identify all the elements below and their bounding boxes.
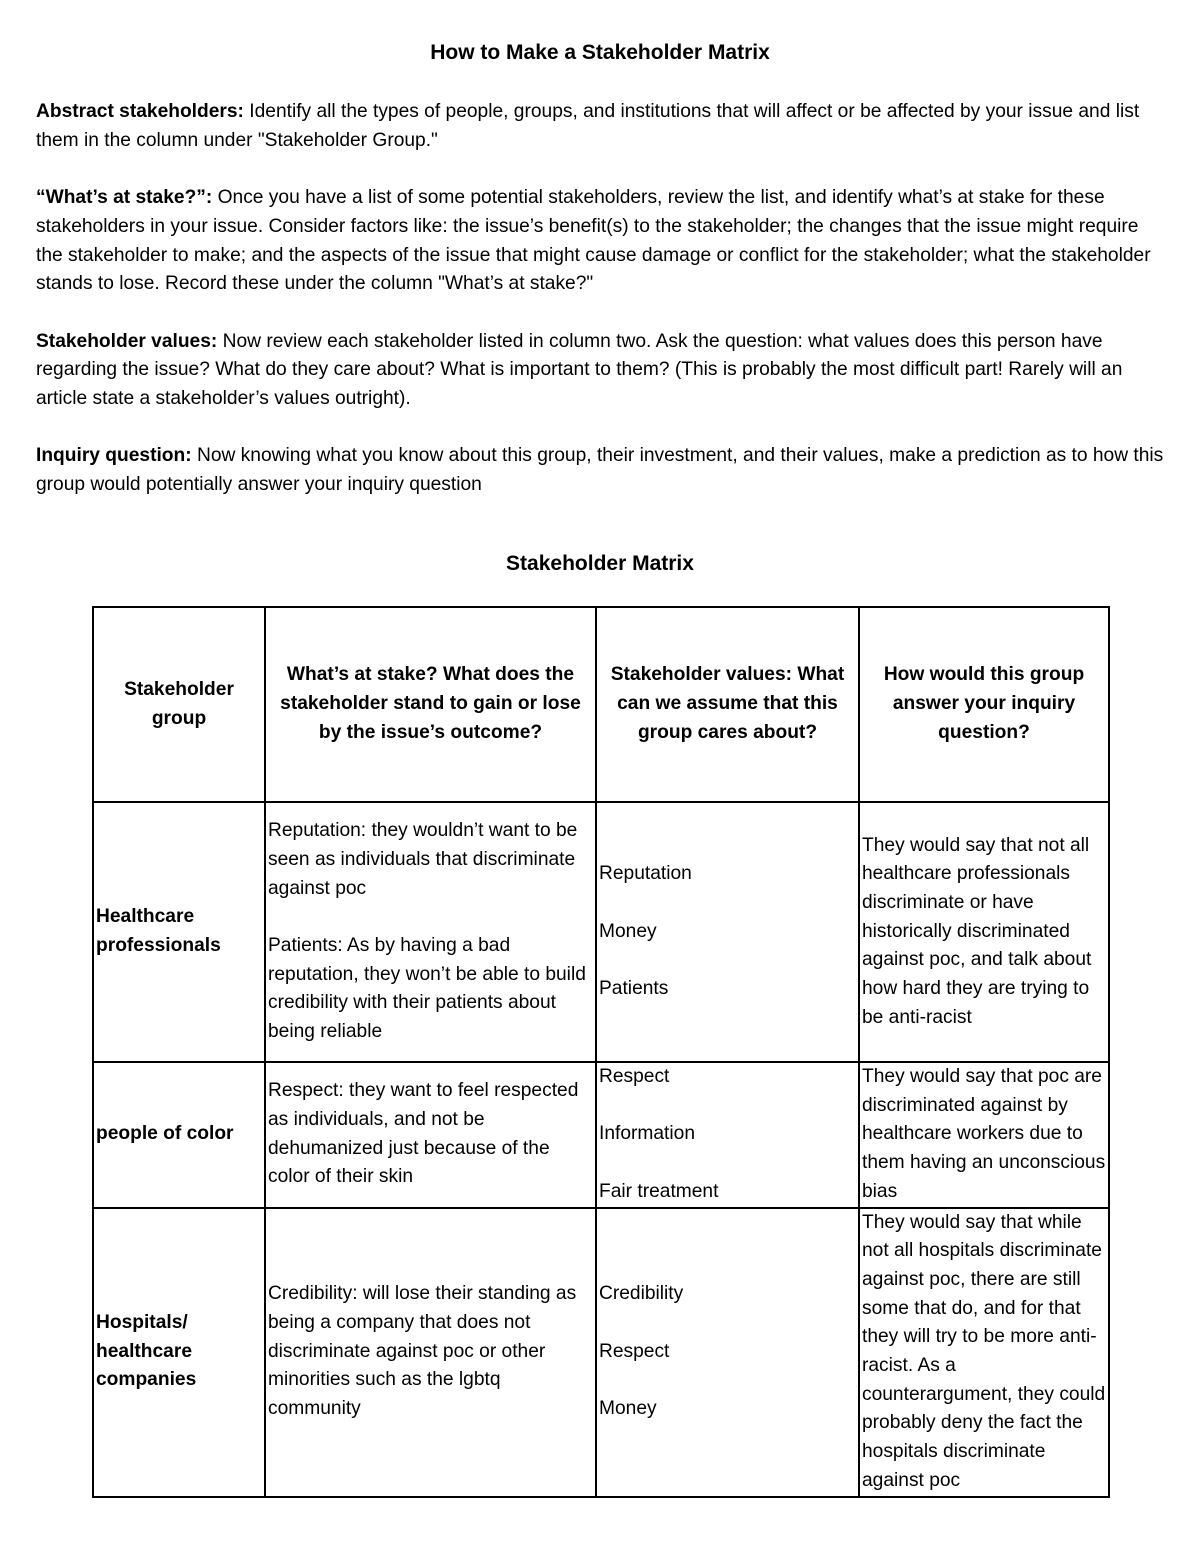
instruction-term: Inquiry question: (36, 445, 192, 467)
table-header-row (93, 607, 1109, 802)
value-item: Reputation (599, 863, 692, 885)
table-row (93, 1062, 1109, 1208)
instructions-section (36, 98, 1164, 528)
cell-stake (265, 802, 596, 1062)
cell-answer: They would say that not all healthcare professionals discriminate or have historically discriminated against poc, and talk about how hard they are trying to be anti-racist (859, 802, 1109, 1062)
cell-group: people of color (93, 1062, 265, 1208)
instruction-abstract-stakeholders (36, 98, 1164, 155)
header-whats-at-stake: What’s at stake? What does the stakeholder stand to gain or lose by the issue’s outcome? (265, 607, 596, 802)
cell-group: Hospitals/ healthcare companies (93, 1208, 265, 1497)
instruction-text: Now knowing what you know about this group, their investment, and their values, make a prediction as to how this group would potentially answer your inquiry question (36, 445, 1164, 496)
table-row (93, 1208, 1109, 1497)
document-title: How to Make a Stakeholder Matrix (430, 41, 770, 64)
instruction-whats-at-stake (36, 184, 1164, 299)
value-item: Credibility (599, 1283, 684, 1305)
cell-answer: They would say that while not all hospitals discriminate against poc, there are still some that do, and for that they will try to be more anti-racist. As a counterargument, they could probably deny the fact the hospitals discriminate against poc (859, 1208, 1109, 1497)
value-item: Information (599, 1123, 695, 1145)
header-inquiry-answer: How would this group answer your inquiry question? (859, 607, 1109, 802)
cell-stake: Credibility: will lose their standing as being a company that does not discriminate against poc or other minorities such as the lgbtq community (265, 1208, 596, 1497)
instruction-inquiry-question (36, 442, 1164, 499)
instruction-text: Now review each stakeholder listed in column two. Ask the question: what values does this person have regarding the issue? What do they care about? What is important to them? (This is probably the most difficult part! Rarely will an article state a stakeholder’s values outright). (36, 330, 1123, 409)
instruction-term: “What’s at stake?”: (36, 187, 213, 209)
matrix-title: Stakeholder Matrix (506, 552, 694, 575)
stakeholder-matrix-table (92, 606, 1110, 1498)
value-item: Money (599, 920, 657, 942)
value-item: Respect (599, 1340, 670, 1362)
instruction-term: Abstract stakeholders: (36, 101, 244, 122)
value-item: Money (599, 1398, 657, 1420)
cell-group: Healthcare professionals (93, 802, 265, 1062)
stake-text: Reputation: they wouldn’t want to be seen as individuals that discriminate against poc (268, 820, 578, 899)
value-item: Patients (599, 978, 669, 1000)
value-item: Fair treatment (599, 1180, 719, 1202)
cell-values (596, 1062, 859, 1208)
cell-values (596, 1208, 859, 1497)
instruction-term: Stakeholder values: (36, 330, 218, 352)
table-row (93, 802, 1109, 1062)
cell-stake: Respect: they want to feel respected as individuals, and not be dehumanized just because of the color of their skin (265, 1062, 596, 1208)
value-item: Respect (599, 1066, 670, 1088)
instruction-stakeholder-values (36, 328, 1164, 414)
instruction-text: Once you have a list of some potential stakeholders, review the list, and identify what’s at stake for these stakeholders in your issue. Consider factors like: the issue’s benefit(s) to the stakeholder; the changes that the issue might require the stakeholder to make; and the aspects of the issue that might cause damage or conflict for the stakeholder; what the stakeholder stands to lose. Record these under the column "What’s at stake?" (36, 187, 1151, 295)
stake-text: Patients: As by having a bad reputation, they won’t be able to build credibility with their patients about being reliable (268, 934, 586, 1043)
cell-values (596, 802, 859, 1062)
header-stakeholder-group: Stakeholder group (93, 607, 265, 802)
instruction-text: Identify all the types of people, groups, and institutions that will affect or be affected by your issue and list them in the column under "Stakeholder Group." (36, 101, 1140, 151)
header-stakeholder-values: Stakeholder values: What can we assume that this group cares about? (596, 607, 859, 802)
cell-answer: They would say that poc are discriminated against by healthcare workers due to them having an unconscious bias (859, 1062, 1109, 1208)
